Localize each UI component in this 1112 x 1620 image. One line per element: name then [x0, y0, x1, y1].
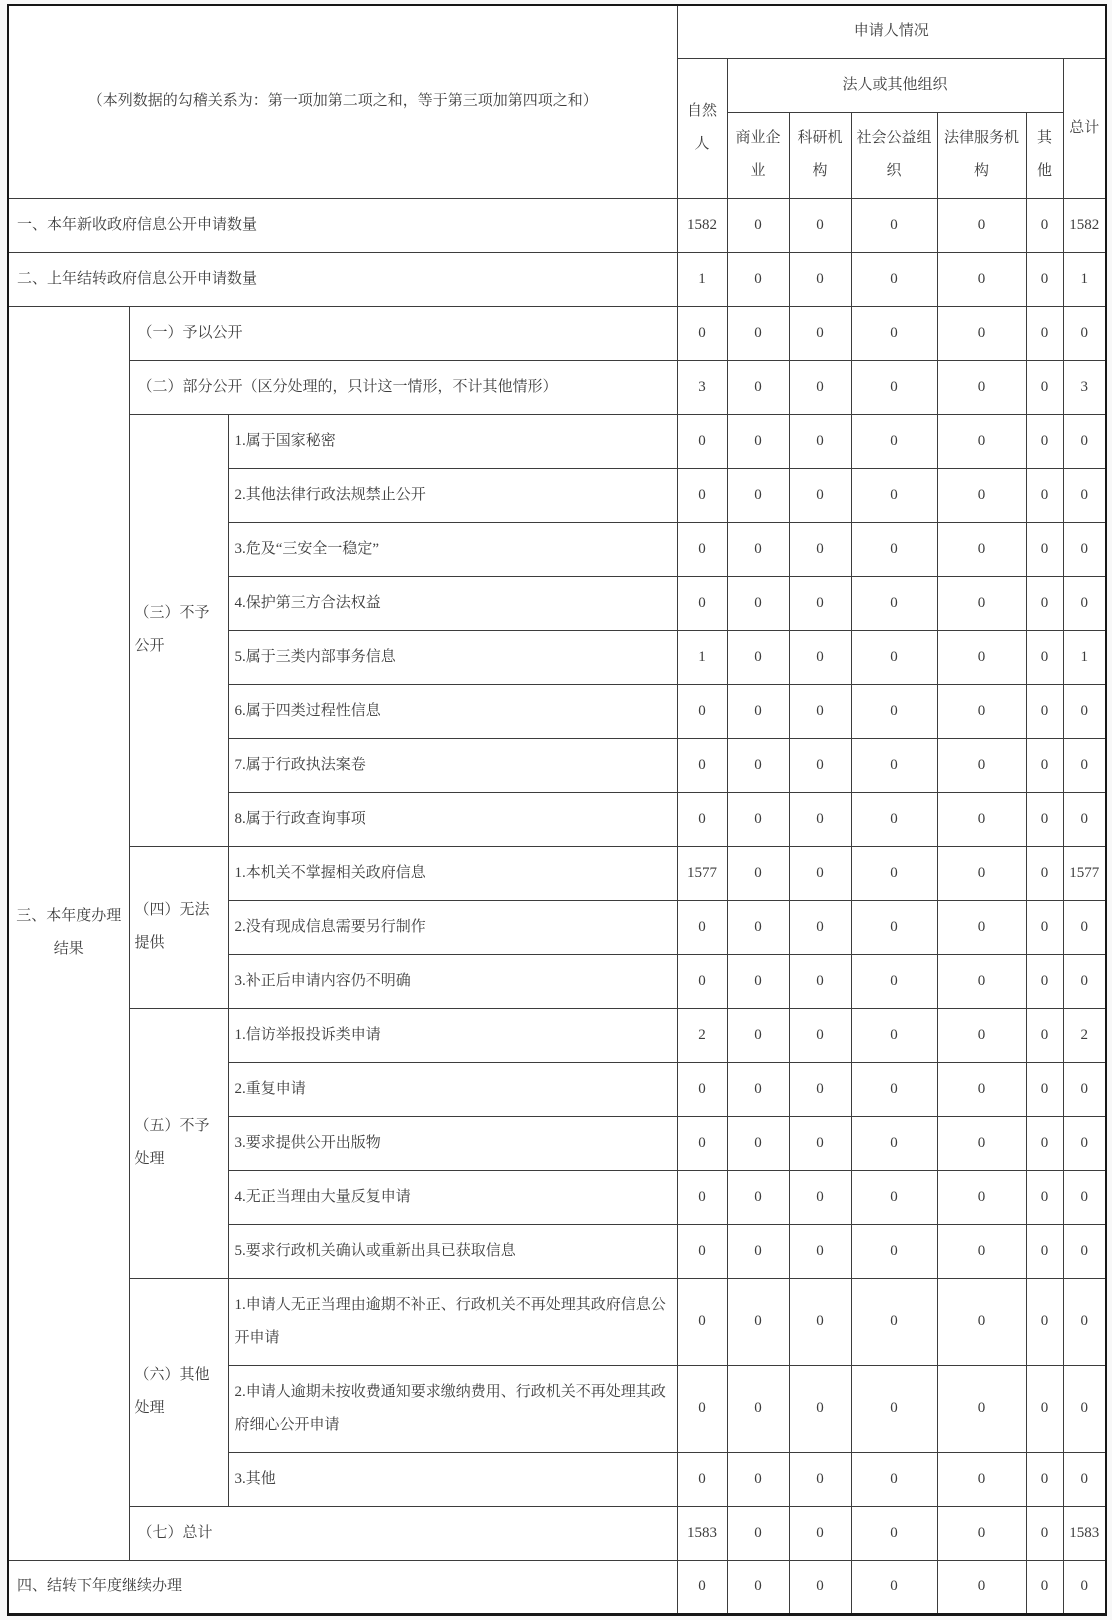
value-cell: 0	[937, 792, 1026, 846]
value-cell: 0	[851, 1506, 937, 1560]
subcol-public-welfare-header: 社会公益组织	[851, 112, 937, 198]
value-cell: 0	[1026, 1506, 1063, 1560]
value-cell: 0	[727, 1224, 789, 1278]
value-cell: 0	[1063, 306, 1106, 360]
value-cell: 0	[789, 684, 851, 738]
value-cell: 0	[937, 954, 1026, 1008]
value-cell: 1	[1063, 630, 1106, 684]
value-cell: 0	[727, 1560, 789, 1614]
row-label: 2.重复申请	[228, 1062, 677, 1116]
row-label: 7.属于行政执法案卷	[228, 738, 677, 792]
value-cell: 0	[937, 1506, 1026, 1560]
value-cell: 1583	[1063, 1506, 1106, 1560]
value-cell: 0	[789, 252, 851, 306]
value-cell: 0	[1026, 1452, 1063, 1506]
value-cell: 0	[789, 792, 851, 846]
value-cell: 0	[727, 576, 789, 630]
value-cell: 0	[1063, 792, 1106, 846]
value-cell: 0	[789, 1278, 851, 1365]
row-label: 3.危及“三安全一稳定”	[228, 522, 677, 576]
value-cell: 0	[937, 414, 1026, 468]
subcol-research-header: 科研机构	[789, 112, 851, 198]
value-cell: 0	[677, 1170, 727, 1224]
value-cell: 0	[677, 684, 727, 738]
value-cell: 0	[1063, 1062, 1106, 1116]
value-cell: 0	[727, 1452, 789, 1506]
row-label: 4.保护第三方合法权益	[228, 576, 677, 630]
value-cell: 0	[789, 954, 851, 1008]
value-cell: 0	[851, 900, 937, 954]
value-cell: 0	[851, 630, 937, 684]
value-cell: 0	[1063, 1365, 1106, 1452]
value-cell: 2	[677, 1008, 727, 1062]
value-cell: 0	[851, 792, 937, 846]
value-cell: 0	[727, 468, 789, 522]
value-cell: 0	[1026, 522, 1063, 576]
value-cell: 0	[789, 306, 851, 360]
value-cell: 0	[1026, 1365, 1063, 1452]
row-label: 8.属于行政查询事项	[228, 792, 677, 846]
value-cell: 0	[677, 576, 727, 630]
value-cell: 0	[937, 738, 1026, 792]
value-cell: 1582	[677, 198, 727, 252]
value-cell: 0	[727, 684, 789, 738]
value-cell: 0	[677, 792, 727, 846]
value-cell: 0	[789, 522, 851, 576]
value-cell: 0	[1026, 1560, 1063, 1614]
value-cell: 0	[851, 252, 937, 306]
value-cell: 0	[727, 846, 789, 900]
row-label: 1.本机关不掌握相关政府信息	[228, 846, 677, 900]
value-cell: 0	[789, 1560, 851, 1614]
row-label: 2.申请人逾期未按收费通知要求缴纳费用、行政机关不再处理其政府细心公开申请	[228, 1365, 677, 1452]
value-cell: 0	[937, 900, 1026, 954]
value-cell: 0	[851, 1008, 937, 1062]
value-cell: 0	[789, 630, 851, 684]
value-cell: 0	[727, 630, 789, 684]
value-cell: 2	[1063, 1008, 1106, 1062]
reconciliation-note: （本列数据的勾稽关系为：第一项加第二项之和，等于第三项加第四项之和）	[8, 5, 677, 198]
value-cell: 0	[789, 1365, 851, 1452]
value-cell: 0	[1026, 1116, 1063, 1170]
value-cell: 0	[677, 468, 727, 522]
value-cell: 0	[1063, 1278, 1106, 1365]
value-cell: 0	[789, 1506, 851, 1560]
value-cell: 0	[1063, 468, 1106, 522]
row-label: 2.其他法律行政法规禁止公开	[228, 468, 677, 522]
row-label: 1.申请人无正当理由逾期不补正、行政机关不再处理其政府信息公开申请	[228, 1278, 677, 1365]
section-label: 三、本年度办理结果	[8, 306, 129, 1560]
value-cell: 0	[789, 846, 851, 900]
table-row	[8, 360, 1106, 414]
value-cell: 0	[937, 1116, 1026, 1170]
value-cell: 0	[851, 954, 937, 1008]
value-cell: 0	[1026, 1224, 1063, 1278]
row-label: 2.没有现成信息需要另行制作	[228, 900, 677, 954]
value-cell: 0	[937, 360, 1026, 414]
table-row	[8, 1506, 1106, 1560]
value-cell: 0	[677, 1365, 727, 1452]
row-label: 1.属于国家秘密	[228, 414, 677, 468]
value-cell: 0	[727, 1116, 789, 1170]
value-cell: 0	[851, 1560, 937, 1614]
value-cell: 0	[727, 414, 789, 468]
value-cell: 3	[677, 360, 727, 414]
value-cell: 0	[851, 198, 937, 252]
value-cell: 0	[1026, 468, 1063, 522]
table-body	[8, 198, 1106, 1614]
row-label: （七）总计	[129, 1506, 677, 1560]
value-cell: 0	[1026, 576, 1063, 630]
value-cell: 0	[727, 792, 789, 846]
value-cell: 0	[937, 1062, 1026, 1116]
value-cell: 1583	[677, 1506, 727, 1560]
value-cell: 0	[1063, 1560, 1106, 1614]
value-cell: 3	[1063, 360, 1106, 414]
value-cell: 0	[937, 1170, 1026, 1224]
value-cell: 0	[937, 1560, 1026, 1614]
value-cell: 0	[677, 738, 727, 792]
value-cell: 0	[937, 198, 1026, 252]
value-cell: 0	[937, 468, 1026, 522]
table-row	[8, 1278, 1106, 1365]
value-cell: 0	[1026, 630, 1063, 684]
value-cell: 0	[727, 360, 789, 414]
value-cell: 0	[677, 954, 727, 1008]
subcol-other-header: 其他	[1026, 112, 1063, 198]
value-cell: 0	[1063, 684, 1106, 738]
value-cell: 0	[727, 1278, 789, 1365]
value-cell: 0	[851, 468, 937, 522]
value-cell: 0	[789, 1062, 851, 1116]
value-cell: 0	[1026, 900, 1063, 954]
row-label: 一、本年新收政府信息公开申请数量	[8, 198, 677, 252]
value-cell: 0	[677, 1452, 727, 1506]
value-cell: 0	[727, 954, 789, 1008]
value-cell: 0	[1063, 1116, 1106, 1170]
value-cell: 0	[851, 1062, 937, 1116]
value-cell: 0	[937, 1278, 1026, 1365]
value-cell: 0	[1063, 1170, 1106, 1224]
value-cell: 0	[789, 900, 851, 954]
table-row	[8, 198, 1106, 252]
value-cell: 0	[1063, 954, 1106, 1008]
value-cell: 0	[727, 252, 789, 306]
value-cell: 1	[677, 630, 727, 684]
applicant-situation-header: 申请人情况	[677, 5, 1106, 58]
report-table	[7, 4, 1107, 1616]
value-cell: 0	[1063, 414, 1106, 468]
value-cell: 0	[937, 1452, 1026, 1506]
value-cell: 1	[1063, 252, 1106, 306]
group-label: （五）不予处理	[129, 1008, 228, 1278]
table-row	[8, 252, 1106, 306]
row-label: 四、结转下年度继续办理	[8, 1560, 677, 1614]
value-cell: 0	[1026, 306, 1063, 360]
value-cell: 0	[1026, 414, 1063, 468]
value-cell: 0	[789, 468, 851, 522]
value-cell: 0	[937, 522, 1026, 576]
value-cell: 0	[789, 360, 851, 414]
value-cell: 0	[727, 306, 789, 360]
value-cell: 0	[1026, 1062, 1063, 1116]
value-cell: 0	[851, 1452, 937, 1506]
value-cell: 0	[851, 738, 937, 792]
value-cell: 0	[677, 522, 727, 576]
subcol-business-header: 商业企业	[727, 112, 789, 198]
value-cell: 0	[677, 306, 727, 360]
value-cell: 0	[1063, 900, 1106, 954]
value-cell: 0	[937, 1008, 1026, 1062]
value-cell: 0	[1063, 1224, 1106, 1278]
value-cell: 0	[1063, 1452, 1106, 1506]
value-cell: 0	[789, 414, 851, 468]
value-cell: 0	[851, 576, 937, 630]
value-cell: 0	[1026, 1008, 1063, 1062]
value-cell: 0	[1026, 1278, 1063, 1365]
header-row-applicant	[8, 5, 1106, 58]
value-cell: 0	[677, 1278, 727, 1365]
value-cell: 0	[789, 1116, 851, 1170]
value-cell: 0	[1026, 252, 1063, 306]
value-cell: 0	[789, 738, 851, 792]
value-cell: 0	[677, 900, 727, 954]
value-cell: 0	[727, 198, 789, 252]
row-label: 1.信访举报投诉类申请	[228, 1008, 677, 1062]
value-cell: 0	[677, 1116, 727, 1170]
row-label: 二、上年结转政府信息公开申请数量	[8, 252, 677, 306]
row-label: 3.要求提供公开出版物	[228, 1116, 677, 1170]
value-cell: 1582	[1063, 198, 1106, 252]
value-cell: 0	[1026, 1170, 1063, 1224]
value-cell: 1	[677, 252, 727, 306]
group-label: （六）其他处理	[129, 1278, 228, 1506]
row-label: 5.要求行政机关确认或重新出具已获取信息	[228, 1224, 677, 1278]
legal-org-header: 法人或其他组织	[727, 58, 1063, 112]
value-cell: 0	[1026, 738, 1063, 792]
value-cell: 0	[727, 1008, 789, 1062]
value-cell: 0	[1063, 522, 1106, 576]
value-cell: 0	[727, 1365, 789, 1452]
value-cell: 0	[851, 1170, 937, 1224]
row-label: 3.补正后申请内容仍不明确	[228, 954, 677, 1008]
value-cell: 0	[727, 1170, 789, 1224]
value-cell: 0	[851, 1365, 937, 1452]
value-cell: 0	[789, 576, 851, 630]
value-cell: 0	[1026, 954, 1063, 1008]
value-cell: 0	[1026, 684, 1063, 738]
row-label: 5.属于三类内部事务信息	[228, 630, 677, 684]
table-row	[8, 1560, 1106, 1614]
row-label: 3.其他	[228, 1452, 677, 1506]
value-cell: 0	[727, 1062, 789, 1116]
value-cell: 0	[851, 1278, 937, 1365]
value-cell: 0	[851, 306, 937, 360]
value-cell: 0	[937, 846, 1026, 900]
value-cell: 0	[851, 522, 937, 576]
group-label: （三）不予公开	[129, 414, 228, 846]
value-cell: 0	[937, 1224, 1026, 1278]
value-cell: 0	[937, 306, 1026, 360]
value-cell: 0	[937, 684, 1026, 738]
row-label: 6.属于四类过程性信息	[228, 684, 677, 738]
value-cell: 0	[851, 414, 937, 468]
value-cell: 0	[677, 1062, 727, 1116]
table-row	[8, 846, 1106, 900]
natural-person-header: 自然人	[677, 58, 727, 198]
value-cell: 0	[789, 1452, 851, 1506]
table-row	[8, 1008, 1106, 1062]
value-cell: 0	[727, 1506, 789, 1560]
value-cell: 0	[1026, 360, 1063, 414]
total-header: 总计	[1063, 58, 1106, 198]
table-row	[8, 414, 1106, 468]
value-cell: 0	[851, 684, 937, 738]
value-cell: 0	[851, 1116, 937, 1170]
value-cell: 0	[851, 846, 937, 900]
table-row	[8, 306, 1106, 360]
value-cell: 0	[1063, 576, 1106, 630]
row-label: （一）予以公开	[129, 306, 677, 360]
value-cell: 0	[937, 630, 1026, 684]
value-cell: 0	[851, 360, 937, 414]
value-cell: 0	[937, 576, 1026, 630]
subcol-legal-service-header: 法律服务机构	[937, 112, 1026, 198]
value-cell: 0	[677, 1224, 727, 1278]
value-cell: 0	[1026, 846, 1063, 900]
value-cell: 0	[677, 1560, 727, 1614]
value-cell: 0	[1026, 198, 1063, 252]
value-cell: 0	[1026, 792, 1063, 846]
value-cell: 0	[677, 414, 727, 468]
group-label: （四）无法提供	[129, 846, 228, 1008]
value-cell: 1577	[677, 846, 727, 900]
value-cell: 0	[937, 1365, 1026, 1452]
row-label: 4.无正当理由大量反复申请	[228, 1170, 677, 1224]
value-cell: 0	[789, 1170, 851, 1224]
value-cell: 0	[789, 198, 851, 252]
value-cell: 0	[727, 738, 789, 792]
value-cell: 0	[789, 1224, 851, 1278]
value-cell: 0	[1063, 738, 1106, 792]
value-cell: 0	[789, 1008, 851, 1062]
row-label: （二）部分公开（区分处理的，只计这一情形，不计其他情形）	[129, 360, 677, 414]
value-cell: 0	[727, 900, 789, 954]
value-cell: 0	[851, 1224, 937, 1278]
value-cell: 1577	[1063, 846, 1106, 900]
value-cell: 0	[937, 252, 1026, 306]
value-cell: 0	[727, 522, 789, 576]
